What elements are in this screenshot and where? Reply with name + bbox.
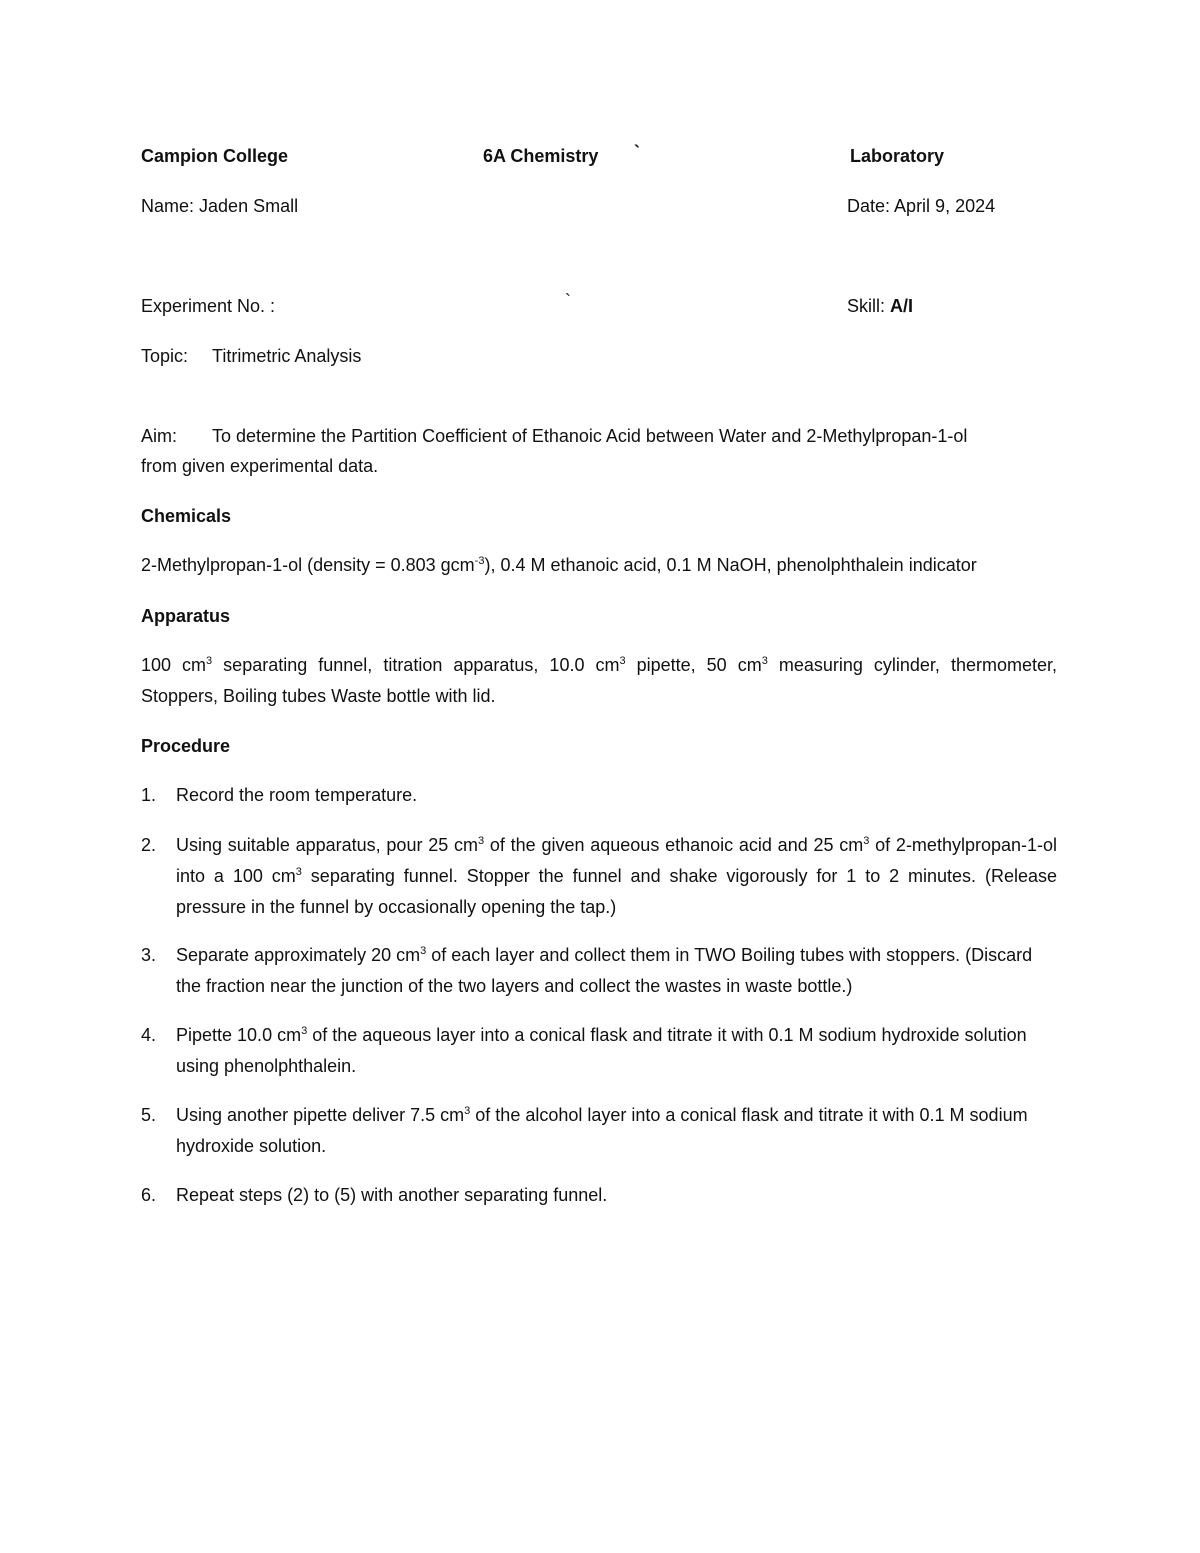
step-text: Using another pipette deliver 7.5 $cm^3$ of the alcohol layer into a conical flask and titrate it with 0.1 M sodium hydroxide solution. [176, 1105, 1028, 1156]
skill-value: A/I [890, 296, 914, 316]
step-number: 3. [141, 945, 157, 965]
experiment-no-label: Experiment No. : [141, 296, 276, 316]
name-label: Name: [141, 196, 195, 216]
chemicals-text: 2-Methylpropan-1-ol (density = 0.803 gcm$^{-3}$), 0.4 M ethanoic acid, 0.1 M NaOH, phenolphthalein indicator [141, 555, 977, 575]
step-number: 5. [141, 1105, 157, 1125]
aim-text-continued: from given experimental data. [141, 456, 379, 476]
lab-label: Laboratory [850, 146, 945, 166]
skill-label: Skill: [847, 296, 886, 316]
name-value: Jaden Small [199, 196, 299, 216]
student-name-line [141, 195, 298, 217]
topic-value: Titrimetric Analysis [212, 346, 362, 366]
apparatus-heading: Apparatus [141, 606, 231, 626]
step-text: Repeat steps (2) to (5) with another separating funnel. [176, 1185, 608, 1205]
date-value: April 9, 2024 [894, 196, 996, 216]
school-name: Campion College [141, 146, 289, 166]
procedure-step [141, 1100, 1057, 1162]
tick-mark: ` [634, 142, 640, 162]
procedure-step [141, 1180, 1057, 1211]
step-number: 4. [141, 1025, 157, 1045]
course-name: 6A Chemistry [483, 146, 599, 166]
aim-text: To determine the Partition Coefficient of Ethanoic Acid between Water and 2-Methylpropan-1-ol [212, 426, 968, 446]
procedure-step [141, 1020, 1057, 1082]
procedure-step [141, 830, 1057, 923]
date-label: Date: [847, 196, 891, 216]
topic-label: Topic: [141, 346, 189, 366]
procedure-step [141, 780, 1057, 811]
date-line [847, 195, 995, 217]
apparatus-text: 100 $cm^3$ separating funnel, titration apparatus, 10.0 $cm^3$ pipette, 50 $cm^3$ measuring cylinder, thermometer, Stoppers, Boiling tubes Waste bottle with lid. [141, 655, 1057, 706]
step-number: 6. [141, 1185, 157, 1205]
step-text: Pipette 10.0 $cm^3$ of the aqueous layer into a conical flask and titrate it with 0.1 M sodium hydroxide solution using phenolphthalein. [176, 1025, 1027, 1076]
step-text: Using suitable apparatus, pour 25 $cm^3$ of the given aqueous ethanoic acid and 25 $cm^3$ of 2-methylpropan-1-ol into a 100 $cm^3$ separating funnel. Stopper the funnel and shake vigorously for 1 to 2 minutes. (Release pressure in the funnel by occasionally opening the tap.) [176, 835, 1058, 917]
chemicals-heading: Chemicals [141, 506, 232, 526]
procedure-heading: Procedure [141, 736, 231, 756]
step-number: 2. [141, 835, 157, 855]
step-number: 1. [141, 785, 157, 805]
step-text: Record the room temperature. [176, 785, 418, 805]
tick-mark: ` [565, 291, 571, 311]
aim-label: Aim: [141, 426, 177, 446]
skill-line [847, 295, 913, 317]
step-text: Separate approximately 20 $cm^3$ of each layer and collect them in TWO Boiling tubes with stoppers. (Discard the fraction near the junction of the two layers and collect the wastes in waste bottle.) [176, 945, 1033, 996]
procedure-step [141, 940, 1057, 1002]
